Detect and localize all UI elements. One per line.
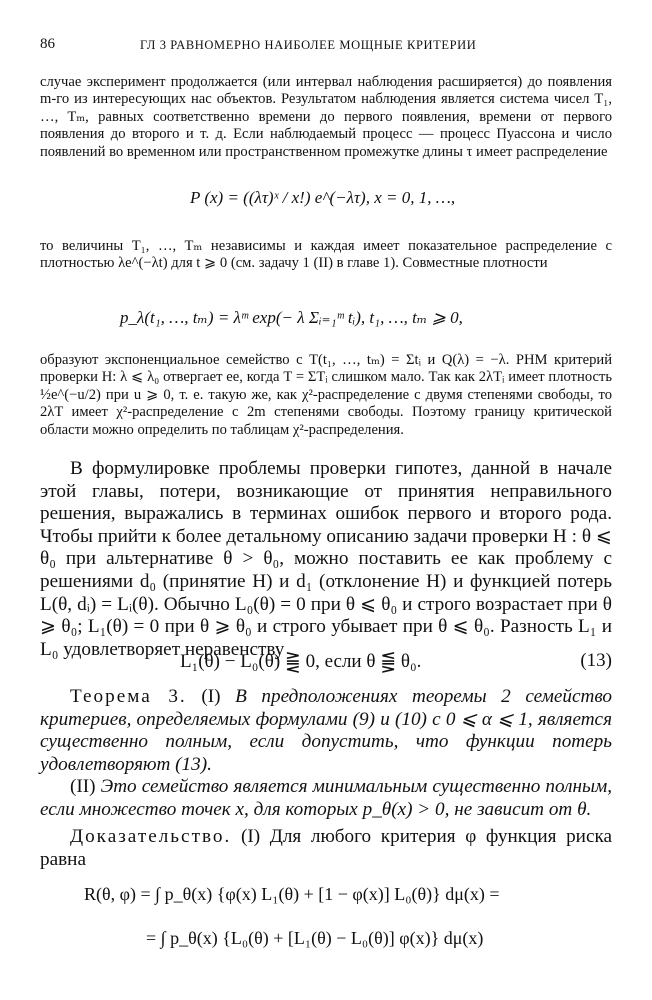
proof-label: Доказательство. <box>70 826 232 847</box>
theorem-3 <box>40 686 612 822</box>
theorem-label: Теорема 3. <box>70 686 187 707</box>
equation-number-13: (13) <box>580 650 612 671</box>
risk-formula-line-1: R(θ, φ) = ∫ p_θ(x) {φ(x) L₁(θ) + [1 − φ(x)] L₀(θ)} dμ(x) = <box>84 884 500 904</box>
page-number: 86 <box>40 36 55 52</box>
proof-text: (I) Для любого критерия φ функция риска равна <box>40 826 613 870</box>
middle-paragraph: то величины T₁, …, Tₘ независимы и каждая имеет показательное распределение с плотностью λe^(−λt) для t ⩾ 0 (см. задачу 1 (II) в главе 1). Совместные плотности <box>40 238 612 272</box>
theorem-part1-text: В предположениях теоремы 2 семейство критериев, определяемых формулами (9) и (10) с 0 ⩽ α ⩽ 1, является существенно полным, если допустить, что функции потерь удовлетворяют (13). <box>40 686 613 775</box>
running-title: ГЛ 3 РАВНОМЕРНО НАИБОЛЕЕ МОЩНЫЕ КРИТЕРИИ <box>140 38 477 52</box>
formula-joint-density: p_λ(t₁, …, tₘ) = λᵐ exp(− λ Σᵢ₌₁ᵐ tᵢ), t₁, …, tₘ ⩾ 0, <box>120 308 463 327</box>
proof-paragraph <box>40 826 612 871</box>
main-paragraph: В формулировке проблемы проверки гипотез, данной в начале этой главы, потери, возникающие от принятия неправильного решения, выражались в терминах ошибок первого и второго рода. Чтобы прийти к более детальному описанию задачи проверки H : θ ⩽ θ₀ при альтернативе θ > θ₀, можно поставить ее как проблему с решениями d₀ (принятие H) и d₁ (отклонение H) и функцией потерь L(θ, dᵢ) = Lᵢ(θ). Обычно L₀(θ) = 0 при θ ⩽ θ₀ и строго возрастает при θ ⩾ θ₀; L₁(θ) = 0 при θ ⩾ θ₀ и строго убывает при θ ⩽ θ₀. Разность L₁ и L₀ удовлетворяет неравенству <box>40 458 612 660</box>
theorem-part1-mark: (I) <box>201 686 221 707</box>
page-header <box>40 36 612 56</box>
risk-formula-line-2: = ∫ p_θ(x) {L₀(θ) + [L₁(θ) − L₀(θ)] φ(x)} dμ(x) <box>146 928 484 948</box>
theorem-part2-text: Это семейство является минимальным существенно полным, если множество точек x, для которых p_θ(x) > 0, не зависит от θ. <box>40 776 612 820</box>
formula-poisson: P (x) = ((λτ)ˣ / x!) e^(−λτ), x = 0, 1, …, <box>190 188 456 207</box>
top-paragraph: случае эксперимент продолжается (или интервал наблюдения расширяется) до появления m-го из интересующих нас объектов. Результатом наблюдения является система чисел T₁, …, Tₘ, равных соответственно времени до первого появления, времени от первого появления до второго и т. д. Если наблюдаемый процесс — процесс Пуассона и число появлений во временном или пространственном промежутке длины τ имеет распределение <box>40 74 612 160</box>
theorem-part2-mark: (II) <box>70 776 96 798</box>
inequality-13: L₁(θ) − L₀(θ) ⪌ 0, если θ ⪋ θ₀. <box>180 651 422 672</box>
bottom-small-paragraph: образуют экспоненциальное семейство с T(t₁, …, tₘ) = Σtᵢ и Q(λ) = −λ. РНМ критерий проверки H: λ ⩽ λ₀ отвергает ее, когда T = ΣTᵢ слишком мало. Так как 2λTᵢ имеет плотность ½e^(−u/2) при u ⩾ 0, т. е. такую же, как χ²-распределение с двумя степенями свободы, то 2λT имеет χ²-распределение с 2m степенями свободы. Поэтому границу критической области можно определить по таблицам χ²-распределения. <box>40 352 612 438</box>
